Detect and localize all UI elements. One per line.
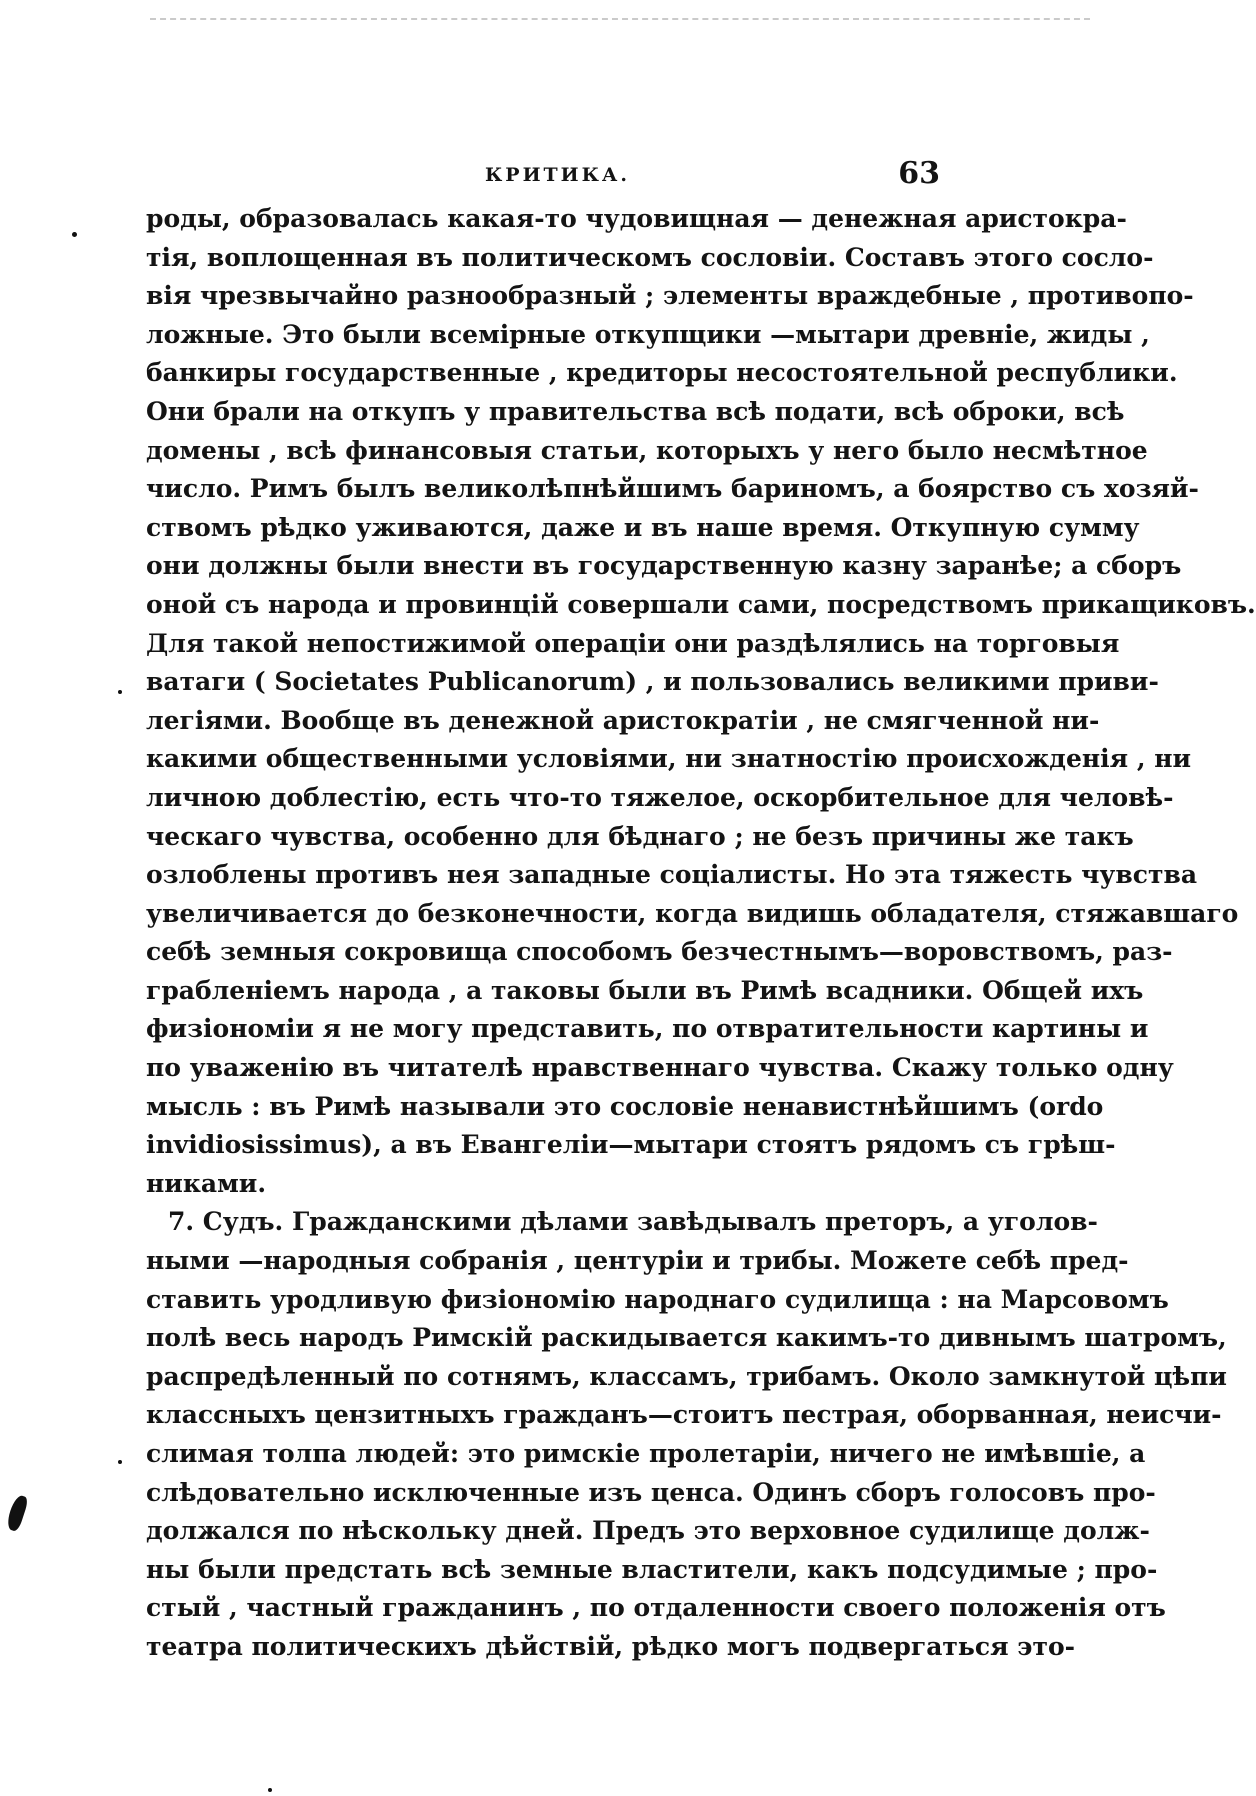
text-line: оной съ народа и провинцій совершали сами, посредствомъ прикащиковъ.	[146, 589, 1256, 619]
margin-speck	[118, 690, 122, 694]
text-line: себѣ земныя сокровища способомъ безчестнымъ—воровствомъ, раз-	[146, 937, 1173, 967]
margin-speck	[72, 232, 77, 237]
page-header	[150, 156, 940, 196]
page-number: 63	[898, 156, 940, 191]
text-line: Они брали на откупъ у правительства всѣ подати, всѣ оброки, всѣ	[146, 396, 1125, 426]
text-line: ствомъ рѣдко уживаются, даже и въ наше время. Откупную сумму	[146, 512, 1140, 542]
text-line: озлоблены противъ нея западные соціалисты. Но эта тяжесть чувства	[146, 860, 1198, 890]
text-line: грабленіемъ народа , а таковы были въ Римѣ всадники. Общей ихъ	[146, 975, 1144, 1005]
text-line: invidiosissimus), а въ Евангеліи—мытари стоятъ рядомъ съ грѣш-	[146, 1130, 1116, 1160]
text-line: полѣ весь народъ Римскій раскидывается какимъ-то дивнымъ шатромъ,	[146, 1323, 1227, 1353]
text-line: домены , всѣ финансовыя статьи, которыхъ у него было несмѣтное	[146, 435, 1148, 465]
text-line: вія чрезвычайно разнообразный ; элементы враждебные , противопо-	[146, 281, 1194, 311]
text-line: число. Римъ былъ великолѣпнѣйшимъ бариномъ, а боярство съ хозяй-	[146, 474, 1199, 504]
text-line: мысль : въ Римѣ называли это сословіе ненавистнѣйшимъ (ordo	[146, 1091, 1104, 1121]
ink-blot	[5, 1494, 29, 1533]
text-line: ны были предстать всѣ земные властители, какъ подсудимые ; про-	[146, 1554, 1158, 1584]
text-line: слѣдовательно исключенные изъ ценса. Одинъ сборъ голосовъ про-	[146, 1477, 1156, 1507]
section-start-line: 7. Судъ. Гражданскими дѣлами завѣдывалъ преторъ, а уголов-	[168, 1207, 1098, 1237]
text-line: легіями. Вообще въ денежной аристократіи , не смягченной ни-	[146, 705, 1100, 735]
text-line: роды, образовалась какая-то чудовищная — денежная аристокра-	[146, 204, 1127, 233]
margin-speck	[118, 1460, 122, 1464]
text-line: ставить уродливую физіономію народнаго судилища : на Марсовомъ	[146, 1284, 1169, 1314]
text-line: ными —народныя собранія , центуріи и трибы. Можете себѣ пред-	[146, 1246, 1129, 1276]
text-line: физіономіи я не могу представить, по отвратительности картины и	[146, 1014, 1149, 1044]
paragraph-end-line: никами.	[146, 1168, 267, 1198]
text-line: увеличивается до безконечности, когда видишь обладателя, стяжавшаго	[146, 898, 1239, 928]
scan-edge-noise	[150, 18, 1090, 34]
text-line: ложные. Это были всемірные откупщики —мытари древніе, жиды ,	[146, 319, 1150, 349]
text-line: театра политическихъ дѣйствій, рѣдко могъ подвергаться это-	[146, 1631, 1076, 1661]
text-line: стый , частный гражданинъ , по отдаленности своего положенія отъ	[146, 1593, 1166, 1623]
text-line: какими общественными условіями, ни знатностію происхожденія , ни	[146, 744, 1192, 774]
text-line: распредѣленный по сотнямъ, классамъ, трибамъ. Около замкнутой цѣпи	[146, 1361, 1227, 1391]
text-line: по уваженію въ читателѣ нравственнаго чувства. Скажу только одну	[146, 1053, 1174, 1083]
text-line: должался по нѣскольку дней. Предъ это верховное судилище долж-	[146, 1516, 1150, 1546]
running-title: КРИТИКА.	[485, 164, 630, 186]
margin-speck	[268, 1788, 272, 1792]
text-line: они должны были внести въ государственную казну заранѣе; а сборъ	[146, 551, 1182, 581]
text-line: ческаго чувства, особенно для бѣднаго ; не безъ причины же такъ	[146, 821, 1134, 851]
body-text	[146, 200, 1256, 1667]
text-line: слимая толпа людей: это римскіе пролетаріи, ничего не имѣвшіе, а	[146, 1439, 1146, 1468]
text-line: банкиры государственные , кредиторы несостоятельной республики.	[146, 358, 1178, 388]
text-line: ватаги ( Societates Publicanorum) , и пользовались великими приви-	[146, 667, 1159, 697]
text-line: классныхъ цензитныхъ гражданъ—стоитъ пестрая, оборванная, неисчи-	[146, 1400, 1222, 1430]
text-line: личною доблестію, есть что-то тяжелое, оскорбительное для человѣ-	[146, 782, 1174, 812]
text-line: тія, воплощенная въ политическомъ сословіи. Составъ этого сосло-	[146, 242, 1154, 272]
text-line: Для такой непостижимой операціи они раздѣлялись на торговыя	[146, 628, 1120, 658]
